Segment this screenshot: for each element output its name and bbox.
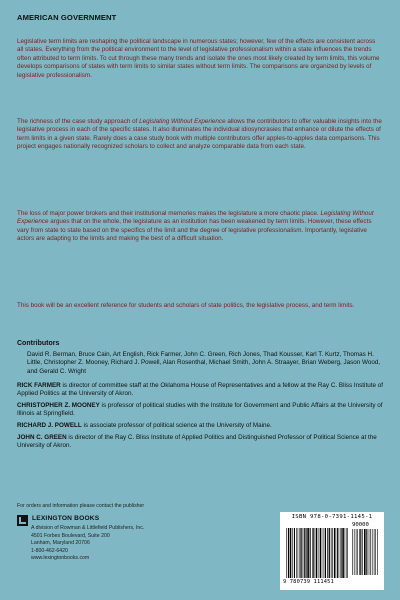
category-label: AMERICAN GOVERNMENT: [17, 13, 117, 22]
barcode-bar: [375, 529, 376, 575]
barcode-bar: [360, 529, 361, 575]
publisher-contact-note: For orders and information please contact the publisher: [17, 503, 145, 509]
blurb-text: allows the contributors to offer valuable insights into the legislative process in each of the specific states. It also illuminates the individual idiosyncrasies that enhance or dilute the effects of term limits in a given state. Rarely does a case study book with multiple contributors offer apples-to-apples data comparisons. This project engages nationally recognized scholars to collect and analyze comparable data from each state.: [17, 118, 382, 151]
author-bio: [17, 422, 383, 430]
price-code: 90000: [352, 522, 369, 528]
addon-barcode-bars: [352, 529, 378, 575]
barcode-bar: [304, 528, 305, 578]
ean-barcode-bars: [286, 528, 348, 578]
barcode-bar: [334, 528, 336, 578]
publisher-line: Lanham, Maryland 20706: [31, 540, 90, 547]
author-name: JOHN C. GREEN: [17, 434, 67, 441]
barcode-bar: [341, 528, 342, 578]
barcode-bar: [296, 528, 297, 578]
publisher-line: A division of Rowman & Littlefield Publishers, Inc.: [31, 525, 145, 531]
barcode-bar: [332, 528, 333, 578]
barcode-bar: [307, 528, 309, 578]
barcode-bar: [366, 529, 367, 575]
barcode-bar: [342, 528, 344, 578]
blurb-paragraph-1: Legislative term limits are reshaping the political landscape in numerous states; however, few of the effects are consistent across all states. Everything from the political environment to the level of legislative professionalism within a state influences the trends often attributed to term limits. To cut through these many trends and isolate the ones most likely created by term limits, this volume develops comparisons of states with term limits to similar states without term limits. The comparisons are organized by levels of legislative professionalism.: [17, 38, 380, 79]
isbn-number: ISBN 978-0-7391-1145-1: [291, 514, 373, 520]
barcode-bar: [325, 528, 326, 578]
barcode-bar: [359, 529, 360, 575]
barcode-bar: [313, 528, 314, 578]
blurb-paragraph-4: This book will be an excellent reference for students and scholars of state politics, the legislative process, and term limits.: [17, 302, 355, 309]
barcode-bar: [310, 528, 311, 578]
barcode-bar: [357, 529, 358, 575]
author-name: RICHARD J. POWELL: [17, 422, 82, 429]
blurb-text: The richness of the case study approach of: [17, 118, 140, 125]
barcode-bar: [364, 529, 366, 575]
barcode-bar: [345, 528, 346, 578]
book-title-italic: Legislating Without Experience: [139, 118, 226, 125]
barcode-bar: [327, 528, 328, 578]
author-bio-text: is director of the Ray C. Bliss Institute of Applied Politics and Distinguished Professor of Political Science at the University of Akron.: [17, 434, 377, 450]
barcode-bar: [377, 529, 378, 575]
barcode-bar: [322, 528, 323, 578]
barcode-bar: [294, 528, 295, 578]
barcode-bar: [372, 529, 373, 575]
barcode-bar: [320, 528, 321, 578]
author-bio: [17, 402, 383, 419]
barcode-bar: [329, 528, 330, 578]
publisher-line: 4501 Forbes Boulevard, Suite 200: [31, 532, 110, 539]
barcode-bar: [324, 528, 325, 578]
barcode-bar: [339, 528, 340, 578]
barcode-bar: [356, 529, 357, 575]
barcode-bar: [352, 529, 353, 575]
author-bio-text: is professor of political studies with the Institute for Government and Public Affairs at the University of Illinois at Springfield.: [17, 402, 383, 418]
author-bio-text: is associate professor of political science at the University of Maine.: [81, 422, 272, 429]
author-bio: [17, 382, 383, 399]
isbn-barcode: [280, 512, 384, 590]
barcode-bar: [337, 528, 338, 578]
barcode-bar: [347, 528, 348, 578]
author-name: RICK FARMER: [17, 382, 61, 389]
author-bio: [17, 434, 383, 451]
barcode-bar: [300, 528, 301, 578]
barcode-bar: [370, 529, 371, 575]
blurb-paragraph-3: [17, 210, 383, 244]
barcode-bar: [288, 528, 289, 578]
barcode-bar: [316, 528, 318, 578]
barcode-bar: [312, 528, 313, 578]
publisher-line: 1-800-462-6420: [31, 547, 68, 554]
barcode-bar: [301, 528, 302, 578]
publisher-name: LEXINGTON BOOKS: [32, 515, 100, 522]
barcode-bar: [306, 528, 307, 578]
barcode-bar: [290, 528, 292, 578]
ean-digits: 9 780739 111451: [283, 579, 334, 585]
barcode-bar: [292, 528, 293, 578]
blurb-text: The loss of major power brokers and their institutional memories makes the legislature a more chaotic place.: [17, 210, 321, 217]
contributors-list: David R. Berman, Bruce Cain, Art English, Rick Farmer, John C. Green, Rich Jones, Thad Kousser, Karl T. Kurtz, Thomas H. Little, Christopher Z. Mooney, Richard J. Powell, Alan Rosenthal, Michael Smith, John A. Straayer, Brian Weberg, Jason Wood, and Gerald C. Wright: [27, 351, 381, 375]
barcode-bar: [286, 528, 287, 578]
book-title-italic: Legislating Without Experience: [17, 210, 374, 226]
author-bio-text: is director of committee staff at the Oklahoma House of Representatives and a fellow at the Ray C. Bliss Institute of Applied Politics at the University of Akron.: [17, 382, 383, 398]
publisher-website: www.lexingtonbooks.com: [31, 555, 90, 562]
lexington-logo-icon: [17, 513, 28, 524]
barcode-bar: [374, 529, 375, 575]
barcode-bar: [298, 528, 299, 578]
blurb-paragraph-2: [17, 118, 383, 152]
barcode-bar: [319, 528, 320, 578]
barcode-bar: [369, 529, 370, 575]
contributors-heading: Contributors: [17, 340, 60, 347]
publisher-logo-row: [17, 513, 99, 524]
blurb-text: argues that on the whole, the legislature as an institution has been weakened by term limits. However, these effects vary from state to state based on the specifics of the limit and the degree of legislative professionalism. Importantly, legislative actors are adapting to the limits and making the best of a difficult situation.: [17, 218, 372, 243]
barcode-bar: [362, 529, 363, 575]
author-name: CHRISTOPHER Z. MOONEY: [17, 402, 100, 409]
publisher-address: [31, 525, 144, 563]
barcode-bar: [354, 529, 355, 575]
